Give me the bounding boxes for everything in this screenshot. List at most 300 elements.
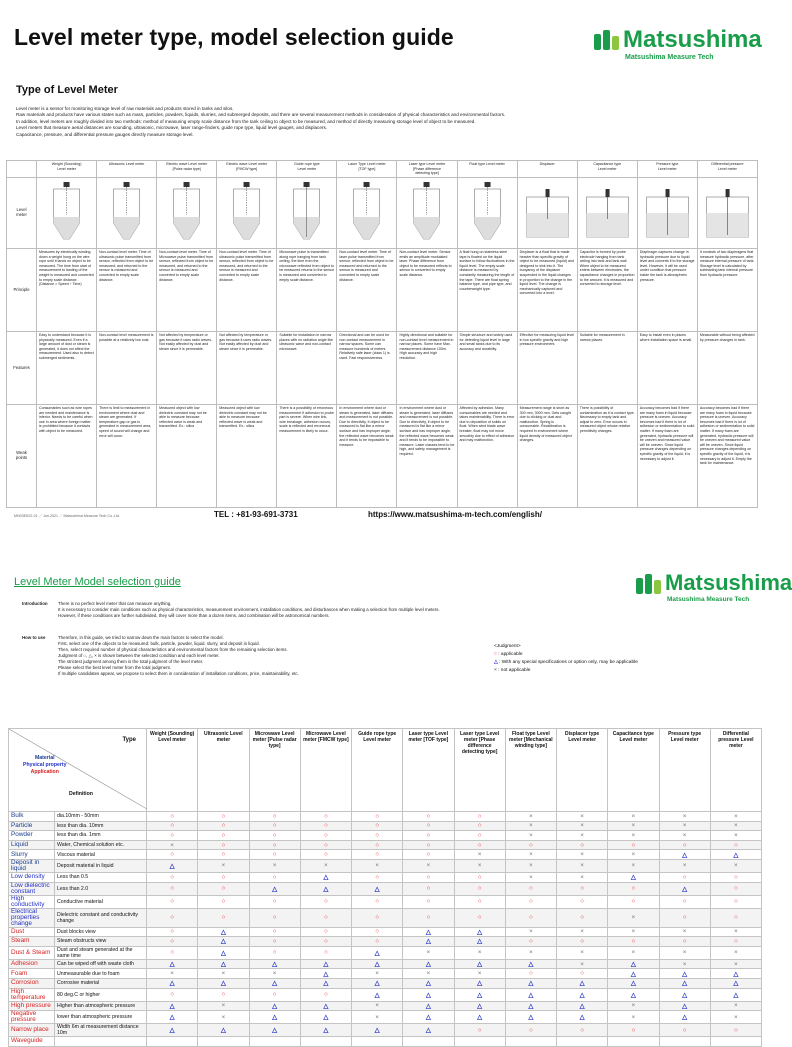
not-applicable-mark: ×: [734, 949, 738, 957]
conditional-mark: △: [579, 1014, 585, 1022]
applicable-mark: ○: [580, 937, 585, 945]
definition: Dust and steam generated at the same time: [55, 946, 147, 959]
not-applicable-mark: ×: [631, 831, 636, 839]
judgment-cell: [454, 1024, 505, 1037]
features-cell: Not affected by temperature or gas because it uses radio waves. Not easily affected by dust and steam since it is permeable.: [217, 332, 277, 405]
material-name: Liquid: [9, 840, 55, 850]
features-cell: Non-contact level measurement is possible at a relatively low cost.: [97, 332, 157, 405]
meter-illustration: [337, 178, 397, 249]
judgment-cell: [352, 859, 403, 872]
conditional-mark: △: [528, 1002, 534, 1010]
how-line: Judgment of ○, △, × is shown between the selected condition and each level meter.: [58, 653, 220, 658]
conditional-mark: △: [477, 991, 483, 999]
applicable-mark: ○: [477, 1026, 482, 1034]
column-header: Ultrasonic Level meter: [97, 161, 157, 178]
definition-label: Definition: [69, 791, 93, 797]
judgment-cell: [300, 859, 351, 872]
not-applicable-mark: ×: [682, 812, 687, 820]
features-cell: Effective for measuring liquid level in low specific gravity and high pressure environment.: [517, 332, 577, 405]
legend-tri: [494, 659, 638, 667]
conditional-mark: △: [528, 961, 534, 969]
not-applicable-mark: ×: [734, 831, 738, 839]
judgment-cell: [300, 988, 351, 1001]
judgment-cell: [557, 882, 608, 895]
definition: 80 deg.C or higher: [55, 988, 147, 1001]
column-header: Laser type Level meter [TOF type]: [403, 729, 454, 812]
judgment-cell: [710, 978, 761, 988]
conditional-mark: △: [220, 938, 226, 946]
applicable-mark: ○: [682, 873, 687, 881]
legend-glyph: ×: [494, 668, 497, 673]
applicable-mark: ○: [221, 851, 226, 859]
intro-line: Level meters that measure aerial distances are sounding, ultrasonic, microwave, laser range-finders, guide rope type, liquid level gauges, and displacers.: [16, 125, 328, 131]
judgment-cell: [608, 821, 659, 831]
applicable-mark: ○: [272, 937, 277, 945]
not-applicable-mark: ×: [529, 949, 533, 957]
judgment-cell: [454, 988, 505, 1001]
judgment-cell: [352, 1024, 403, 1037]
judgment-cell: [608, 1024, 659, 1037]
not-applicable-mark: ×: [580, 949, 584, 957]
applicable-mark: ○: [426, 851, 431, 859]
row-label-principle: Principle: [7, 249, 37, 332]
judgment-cell: [659, 1001, 710, 1011]
material-name: Low dielectric constant: [9, 882, 55, 895]
applicable-mark: ○: [477, 812, 482, 820]
judgment-cell: [198, 831, 249, 841]
judgment-cell: [300, 1024, 351, 1037]
judgment-cell: [403, 850, 454, 860]
not-applicable-mark: ×: [426, 970, 431, 978]
judgment-cell: [710, 988, 761, 1001]
weak-cell: Accuracy becomes bad if there are many foam in liquid because pressure is uneven. Accuracy becomes bad if there is lot of adhesion or sedimentation to solid matter. If many foam are generated, hydraulic pressure will be uneven and measured value will be uneven. Since liquid pressure changes depending on specific gravity of the liquid, it is necessary to adjust it.: [637, 405, 697, 508]
judgment-cell: [505, 908, 556, 927]
judgment-cell: [710, 872, 761, 882]
applicable-mark: ○: [170, 928, 175, 936]
conditional-mark: △: [272, 961, 278, 969]
conditional-mark: △: [374, 961, 380, 969]
conditional-mark: △: [733, 980, 739, 988]
judgment-cell: [557, 988, 608, 1001]
selection-guide-table: [8, 728, 762, 1047]
definition: Corrosive material: [55, 978, 147, 988]
applicable-mark: ○: [221, 812, 226, 820]
legend-text: : applicable: [496, 652, 523, 657]
judgment-cell: [557, 927, 608, 937]
judgment-cell: [454, 895, 505, 908]
logo-mark-icon: [636, 572, 662, 594]
judgment-cell: [659, 1037, 710, 1047]
applicable-mark: ○: [580, 885, 585, 893]
conditional-mark: △: [220, 949, 226, 957]
judgment-cell: [454, 1001, 505, 1011]
applicable-mark: ○: [375, 831, 380, 839]
judgment-cell: [659, 840, 710, 850]
applicable-mark: ○: [733, 914, 738, 922]
judgment-cell: [710, 937, 761, 947]
not-applicable-mark: ×: [375, 1013, 379, 1021]
not-applicable-mark: ×: [529, 822, 533, 830]
judgment-cell: [505, 969, 556, 979]
tank-diagram-icon: [640, 179, 695, 245]
judgment-cell: [249, 959, 300, 969]
column-header: Float type Level meter [Mechanical winding type]: [505, 729, 556, 812]
judgment-cell: [352, 946, 403, 959]
judgment-cell: [147, 850, 198, 860]
conditional-mark: △: [630, 991, 636, 999]
legend-title: <Judgment>: [494, 644, 521, 649]
applicable-mark: ○: [323, 928, 328, 936]
conditional-mark: △: [323, 970, 329, 978]
conditional-mark: △: [630, 980, 636, 988]
judgment-cell: [659, 988, 710, 1001]
table-row: [9, 908, 762, 927]
judgment-cell: [198, 1037, 249, 1047]
not-applicable-mark: ×: [631, 928, 636, 936]
not-applicable-mark: ×: [580, 831, 584, 839]
applicable-mark: ○: [272, 928, 277, 936]
judgment-cell: [352, 1011, 403, 1024]
table-row: [9, 946, 762, 959]
applicable-mark: ○: [477, 831, 482, 839]
judgment-cell: [608, 831, 659, 841]
judgment-cell: [557, 908, 608, 927]
applicable-mark: ○: [170, 991, 175, 999]
applicable-mark: ○: [682, 898, 687, 906]
conditional-mark: △: [682, 1014, 688, 1022]
applicable-mark: ○: [170, 949, 175, 957]
column-header: Capacitance type Level meter: [608, 729, 659, 812]
judgment-cell: [352, 969, 403, 979]
corner-cell: [7, 161, 37, 178]
principle-cell: Diaphragm captures change in hydraulic pressure due to liquid level and converts it to the storage level. However, it will be used under condition that pressure inside the tank is atmospheric pressure.: [637, 249, 697, 332]
judgment-cell: [710, 908, 761, 927]
judgment-cell: [300, 946, 351, 959]
conditional-mark: △: [477, 961, 483, 969]
weak-cell: In environment where dust or steam is generated, laser diffuses and measurement is not possible. Due to directivity, if object to be measured is flat like a mirror surface and has improper angle, the reflected wave becomes weak and it tends to be impossible to measure. Laser classes tend to be high, and safety management is required.: [397, 405, 457, 508]
conditional-mark: △: [323, 885, 329, 893]
judgment-cell: [557, 937, 608, 947]
judgment-cell: [505, 821, 556, 831]
not-applicable-mark: ×: [682, 862, 687, 870]
judgment-cell: [608, 988, 659, 1001]
conditional-mark: △: [272, 1027, 278, 1035]
applicable-mark: ○: [682, 841, 687, 849]
applicable-mark: ○: [477, 914, 482, 922]
judgment-cell: [659, 908, 710, 927]
not-applicable-mark: ×: [734, 812, 738, 820]
judgment-cell: [608, 1037, 659, 1047]
judgment-cell: [454, 927, 505, 937]
applicable-mark: ○: [375, 822, 380, 830]
not-applicable-mark: ×: [324, 862, 328, 870]
not-applicable-mark: ×: [631, 949, 636, 957]
judgment-cell: [557, 831, 608, 841]
meter-illustration: [457, 178, 517, 249]
column-header: Pressure type Level meter: [659, 729, 710, 812]
legend-no: [494, 667, 638, 675]
not-applicable-mark: ×: [477, 970, 482, 978]
judgment-cell: [659, 882, 710, 895]
applicable-mark: ○: [528, 914, 533, 922]
judgment-cell: [300, 937, 351, 947]
applicable-mark: ○: [528, 937, 533, 945]
judgment-cell: [147, 821, 198, 831]
conditional-mark: △: [323, 980, 329, 988]
applicable-mark: ○: [272, 822, 277, 830]
judgment-cell: [352, 988, 403, 1001]
judgment-cell: [608, 859, 659, 872]
material-name: High pressure: [9, 1001, 55, 1011]
definition: Water, Chemical solution etc.: [55, 840, 147, 850]
judgment-cell: [608, 927, 659, 937]
not-applicable-mark: ×: [631, 822, 636, 830]
judgment-cell: [198, 978, 249, 988]
judgment-cell: [505, 1024, 556, 1037]
applicable-mark: ○: [733, 1026, 738, 1034]
judgment-cell: [608, 959, 659, 969]
judgment-cell: [147, 1011, 198, 1024]
judgment-cell: [147, 946, 198, 959]
material-name: Powder: [9, 831, 55, 841]
not-applicable-mark: ×: [170, 970, 174, 978]
applicable-mark: ○: [323, 914, 328, 922]
weak-cell: Measurement range is short as 300 mm, 3000 mm. Gets caught due to clicking or dust and malfunction. Spring is consumable. Recalibration is required in environment where liquid density of measured object changes.: [517, 405, 577, 508]
tank-diagram-icon: [219, 179, 274, 245]
applicable-mark: ○: [733, 885, 738, 893]
judgment-cell: [454, 946, 505, 959]
judgment-cell: [198, 1011, 249, 1024]
conditional-mark: △: [425, 928, 431, 936]
weak-cell: Measured object with low dielectric constant may not be able to measure because reflected wave is weak and transmitted. Ex.: silica: [157, 405, 217, 508]
applicable-mark: ○: [170, 885, 175, 893]
table-row: [9, 895, 762, 908]
material-name: Foam: [9, 969, 55, 979]
applicable-mark: ○: [170, 937, 175, 945]
applicable-mark: ○: [682, 937, 687, 945]
judgment-cell: [249, 882, 300, 895]
judgment-cell: [505, 978, 556, 988]
column-header: Float type Level meter: [457, 161, 517, 178]
judgment-cell: [710, 812, 761, 822]
meter-illustration: [97, 178, 157, 249]
not-applicable-mark: ×: [631, 862, 636, 870]
conditional-mark: △: [169, 1014, 175, 1022]
judgment-cell: [710, 1037, 761, 1047]
weak-cell: There is limit to measurement in environment where dust and steam are generated. If temperature gap or gas is generated in measurement area, speed of sound will change and error will occur.: [97, 405, 157, 508]
applicable-mark: ○: [733, 898, 738, 906]
tank-diagram-icon: [159, 179, 214, 245]
judgment-cell: [300, 1001, 351, 1011]
matsushima-logo-2: [636, 572, 792, 603]
definition: Steam obstructs view: [55, 937, 147, 947]
not-applicable-mark: ×: [580, 822, 584, 830]
conditional-mark: △: [425, 1014, 431, 1022]
applicable-mark: ○: [272, 812, 277, 820]
judgment-cell: [403, 969, 454, 979]
judgment-cell: [659, 959, 710, 969]
material-name: Corrosion: [9, 978, 55, 988]
judgment-cell: [249, 937, 300, 947]
judgment-cell: [147, 988, 198, 1001]
table-row: [9, 988, 762, 1001]
logo-word: Matsushima: [623, 26, 762, 53]
weak-cell: In environment where dust or steam is generated, laser diffuses and measurement is not possible. Due to directivity, if object to be measured is flat like a mirror surface and has improper angle, the reflected wave becomes weak and it tends to be impossible to measure.: [337, 405, 397, 508]
applicable-mark: ○: [580, 914, 585, 922]
judgment-cell: [403, 927, 454, 937]
features-cell: Highly directional and suitable for non-contact level measurement in narrow places. Some have Max. measurement distance 100m. High accuracy and high resolution.: [397, 332, 457, 405]
meter-illustration: [37, 178, 97, 249]
not-applicable-mark: ×: [682, 928, 687, 936]
not-applicable-mark: ×: [529, 862, 533, 870]
column-header: Electric wave Level meter [Pulse radar type]: [157, 161, 217, 178]
judgment-cell: [557, 969, 608, 979]
applicable-mark: ○: [477, 873, 482, 881]
judgment-cell: [147, 831, 198, 841]
applicable-mark: ○: [323, 898, 328, 906]
applicable-mark: ○: [221, 831, 226, 839]
judgment-cell: [454, 959, 505, 969]
conditional-mark: △: [272, 885, 278, 893]
conditional-mark: △: [323, 961, 329, 969]
judgment-cell: [249, 978, 300, 988]
not-applicable-mark: ×: [631, 851, 636, 859]
judgment-cell: [249, 1001, 300, 1011]
not-applicable-mark: ×: [272, 862, 277, 870]
judgment-cell: [505, 1011, 556, 1024]
judgment-cell: [557, 872, 608, 882]
legend-glyph: ○: [494, 652, 497, 657]
judgment-cell: [710, 959, 761, 969]
judgment-cell: [249, 831, 300, 841]
judgment-cell: [710, 1011, 761, 1024]
judgment-cell: [198, 959, 249, 969]
judgment-cell: [403, 1011, 454, 1024]
conditional-mark: △: [477, 1014, 483, 1022]
not-applicable-mark: ×: [221, 1002, 226, 1010]
judgment-cell: [352, 937, 403, 947]
how-line: First, select one of the objects to be measured: bulk, particle, powder, liquid, slurry, and deposit in liquid.: [58, 641, 260, 646]
principle-cell: Microwave pulse is transmitted along rope hanging from tank ceiling, the time from the microwave reflected from object to be measured returns to the sensor is measured and converted to empty scale distance.: [277, 249, 337, 332]
judgment-cell: [608, 872, 659, 882]
website-link[interactable]: https://www.matsushima-m-tech.com/english/: [368, 510, 542, 519]
judgment-cell: [198, 908, 249, 927]
definition: Dust blocks view: [55, 927, 147, 937]
judgment-cell: [300, 812, 351, 822]
tank-diagram-icon: [39, 179, 94, 245]
applicable-mark: ○: [580, 1026, 585, 1034]
conditional-mark: △: [682, 991, 688, 999]
judgment-cell: [249, 840, 300, 850]
applicable-mark: ○: [375, 937, 380, 945]
not-applicable-mark: ×: [631, 812, 636, 820]
conditional-mark: △: [220, 928, 226, 936]
applicable-mark: ○: [170, 831, 175, 839]
column-header: Weight (Sounding) Level meter: [147, 729, 198, 812]
page2-title-text: Level Meter Model selection guide: [14, 576, 181, 588]
applicable-mark: ○: [631, 885, 636, 893]
table-row: [9, 937, 762, 947]
judgment-cell: [659, 812, 710, 822]
tank-diagram-icon: [99, 179, 154, 245]
how-line: If multiple candidates appear, we propose to select them in consideration of installation conditions, price, maintainability, etc.: [58, 671, 299, 676]
conditional-mark: △: [374, 980, 380, 988]
table-row: [9, 831, 762, 841]
column-header: Differential pressure Level meter: [710, 729, 761, 812]
not-applicable-mark: ×: [375, 1002, 379, 1010]
definition: Higher than atmospheric pressure: [55, 1001, 147, 1011]
definition: Conductive material: [55, 895, 147, 908]
judgment-cell: [505, 959, 556, 969]
applicable-mark: ○: [375, 841, 380, 849]
judgment-cell: [249, 988, 300, 1001]
legend-text: : With any special specifications or option only, may be applicable: [497, 660, 638, 665]
judgment-cell: [710, 859, 761, 872]
judgment-cell: [557, 959, 608, 969]
judgment-cell: [505, 831, 556, 841]
applicable-mark: ○: [477, 898, 482, 906]
judgment-cell: [659, 872, 710, 882]
judgment-cell: [249, 872, 300, 882]
material-name: Dust & Steam: [9, 946, 55, 959]
judgment-cell: [659, 1024, 710, 1037]
judgment-cell: [403, 859, 454, 872]
column-header: Microwave Level meter [Pulse radar type]: [249, 729, 300, 812]
conditional-mark: △: [733, 970, 739, 978]
judgment-cell: [710, 840, 761, 850]
not-applicable-mark: ×: [734, 862, 738, 870]
judgment-cell: [198, 840, 249, 850]
judgment-cell: [147, 908, 198, 927]
judgment-cell: [659, 927, 710, 937]
column-header: Guide rope type Level meter: [277, 161, 337, 178]
features-cell: Directional and can be used for non-contact measurement in narrow spaces. Some can measure hundreds of meters. Relatively safe laser (class 1) is used. Fast responsiveness.: [337, 332, 397, 405]
applicable-mark: ○: [426, 914, 431, 922]
judgment-cell: [454, 840, 505, 850]
applicable-mark: ○: [682, 914, 687, 922]
applicable-mark: ○: [477, 822, 482, 830]
judgment-cell: [249, 812, 300, 822]
row-label-weak-points: Weak points: [7, 405, 37, 508]
logo-mark-icon: [594, 28, 620, 50]
judgment-cell: [710, 927, 761, 937]
conditional-mark: △: [323, 874, 329, 882]
logo-subtitle: Matsushima Measure Tech: [667, 596, 750, 603]
material-name: Low density: [9, 872, 55, 882]
judgment-cell: [557, 850, 608, 860]
not-applicable-mark: ×: [734, 822, 738, 830]
judgment-cell: [249, 946, 300, 959]
judgment-cell: [352, 959, 403, 969]
not-applicable-mark: ×: [580, 960, 584, 968]
judgment-cell: [249, 908, 300, 927]
judgment-cell: [557, 1011, 608, 1024]
judgment-cell: [659, 1011, 710, 1024]
judgment-cell: [147, 959, 198, 969]
judgment-cell: [557, 821, 608, 831]
judgment-cell: [710, 895, 761, 908]
definition: Unmeasurable due to foam: [55, 969, 147, 979]
judgment-cell: [505, 812, 556, 822]
applicable-mark: ○: [631, 898, 636, 906]
judgment-cell: [454, 969, 505, 979]
tank-diagram-icon: [460, 179, 515, 245]
definition: [55, 1037, 147, 1047]
not-applicable-mark: ×: [734, 1013, 738, 1021]
judgment-cell: [352, 882, 403, 895]
conditional-mark: △: [374, 1027, 380, 1035]
judgment-cell: [505, 895, 556, 908]
